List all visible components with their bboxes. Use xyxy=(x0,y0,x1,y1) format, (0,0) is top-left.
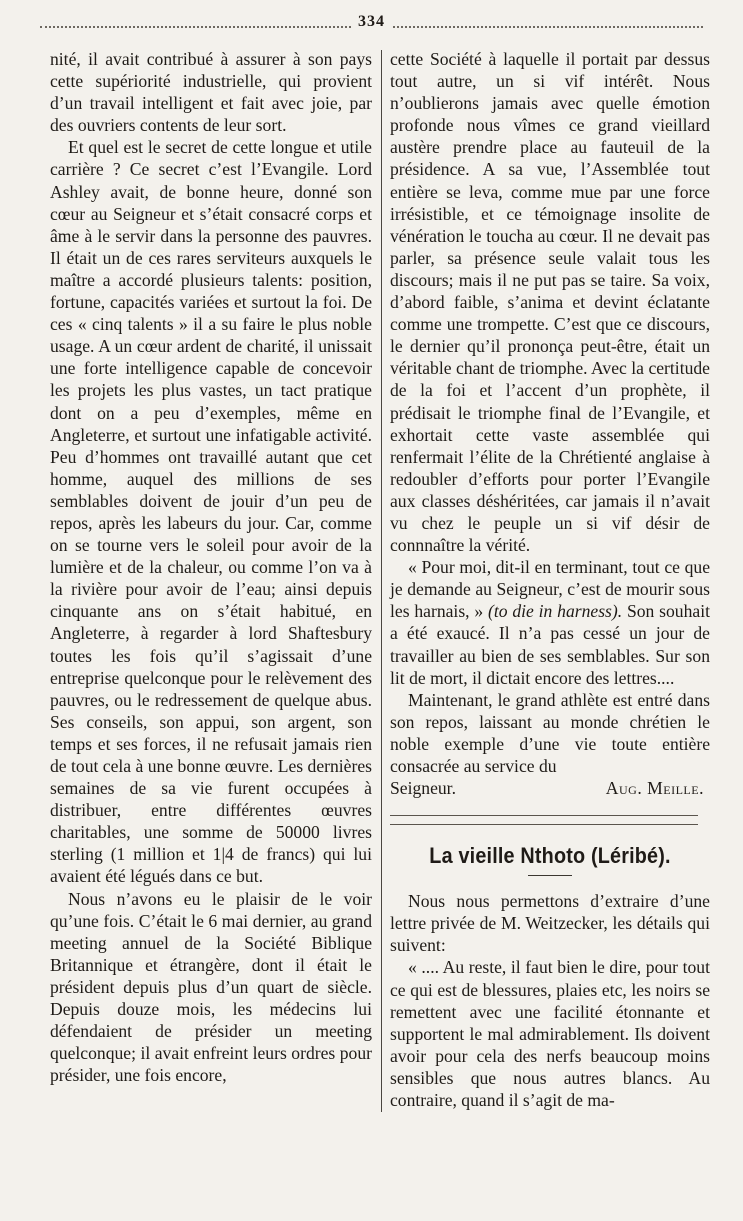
article-title: La vieille Nthoto (Léribé). xyxy=(429,843,671,869)
paragraph: cette Société à laquelle il portait par dessus tout autre, un si vif intérêt. Nous n’oublierons jamais avec quelle émotion profonde nous vîmes ce grand vieillard austère prendre place au fauteuil de la présidence. A sa vue, l’Assemblée tout entière se leva, comme mue par une force irrésistible, et ce témoignage insolite de vénération le toucha au cœur. Il ne devait pas parler, sa présence seule valait tous les discours; mais il ne put pas se taire. Sa voix, d’abord faible, s’anima et devint éclatante comme une trompette. C’est que ce discours, le dernier qu’il prononça peut-être, était un véritable chant de triomphe. Avec la certitude de la foi et l’accent d’un prophète, il prédisait le triomphe final de l’Evangile, et exhortait cette vaste assemblée qui renfermait l’élite de la Chrétienté anglaise à redoubler d’efforts pour porter l’Evangile aux classes déshéritées, car jamais il n’avait vu chez le peuple un si vif désir de connnaître la vérité. xyxy=(390,49,710,556)
closing-last-word: Seigneur. xyxy=(390,778,456,799)
author-signature: Aug. Meille. xyxy=(605,778,704,799)
quote-paragraph xyxy=(390,556,710,689)
column-divider xyxy=(381,50,382,1112)
closing-paragraph: Maintenant, le grand athlète est entré dans son repos, laissant au monde chrétien le noble exemple d’une vie toute entière consacrée au service du xyxy=(390,689,710,776)
page-header xyxy=(40,6,703,38)
left-column xyxy=(50,48,372,1086)
right-column xyxy=(390,48,710,1111)
title-underline xyxy=(528,875,572,876)
paragraph: Nous nous permettons d’extraire d’une lettre privée de M. Weitzecker, les détails qui suivent: xyxy=(390,891,710,956)
paragraph: « .... Au reste, il faut bien le dire, pour tout ce qui est de blessures, plaies etc, les noirs se remettent avec une facilité étonnante et supportent le mal admirablement. Ils doivent avoir pour cela des nerfs beaucoup moins sensibles que nous autres blancs. Au contraire, quand il s’agit de ma- xyxy=(390,957,710,1111)
quote-continuation: Son souhait a été exaucé. Il n’a pas cessé un jour de travailler au bien de ses semblables. Sur son lit de mort, il dictait encore des lettres.... xyxy=(390,601,710,688)
english-phrase: (to die in harness). xyxy=(487,601,623,622)
paragraph: Nous n’avons eu le plaisir de le voir qu’une fois. C’était le 6 mai dernier, au grand meeting annuel de la Société Biblique Britannique et étrangère, dont il était le président depuis plus d’un quart de siècle. Depuis douze mois, les médecins lui défendaient de présider un meeting quelconque; il avait enfreint leurs ordres pour présider, une fois encore, xyxy=(50,888,372,1086)
signature-line xyxy=(390,777,710,799)
paragraph: nité, il avait contribué à assurer à son pays cette supériorité industrielle, qui provient d’un travail intelligent et fait avec joie, par des ouvriers contents de leur sort. xyxy=(50,49,372,136)
page-number: 334 xyxy=(352,6,391,38)
quote-text: « Pour moi, dit-il en terminant, tout ce que je demande au Seigneur, c’est de mourir sous les harnais, » xyxy=(390,557,710,622)
paragraph: Et quel est le secret de cette longue et utile carrière ? Ce secret c’est l’Evangile. Lord Ashley avait, de bonne heure, donné son cœur au Seigneur et s’était consacré corps et âme à le servir dans la personne des pauvres. Il était un de ces rares serviteurs auxquels le maître a accordé plusieurs talents: position, fortune, capacités variées et surtout la foi. De ces « cinq talents » il a su faire le plus noble usage. A un cœur ardent de charité, il unissait une forte intelligence capable de concevoir les projets les plus vastes, un tact pratique dont on a peu d’exemples, même en Angleterre, et surtout une infatigable activité. Peu d’hommes ont travaillé autant que cet homme, auquel des millions de ses semblables doivent de jouir d’un peu de repos, après les labeurs du jour. Car, comme on se tourne vers le soleil pour avoir de la lumière et de la chaleur, ou comme l’on va à la rivière pour avoir de l’eau; ainsi depuis cinquante ans on s’était habitué, en Angleterre, à regarder à lord Shaftesbury toutes les fois qu’il s’agissait d’une entreprise quelconque pour le relèvement des pauvres, ou le redressement de quelque abus. Ses conseils, son appui, son argent, son temps et ses forces, il ne refusait jamais rien de tout cela à une bonne œuvre. Les dernières semaines de sa vie furent occupées à distribuer, entre différentes œuvres charitables, une somme de 50000 livres sterling (1 million et 1|4 de francs) qui lui avaient été légués dans ce but. xyxy=(50,137,372,887)
section-separator xyxy=(390,815,698,825)
